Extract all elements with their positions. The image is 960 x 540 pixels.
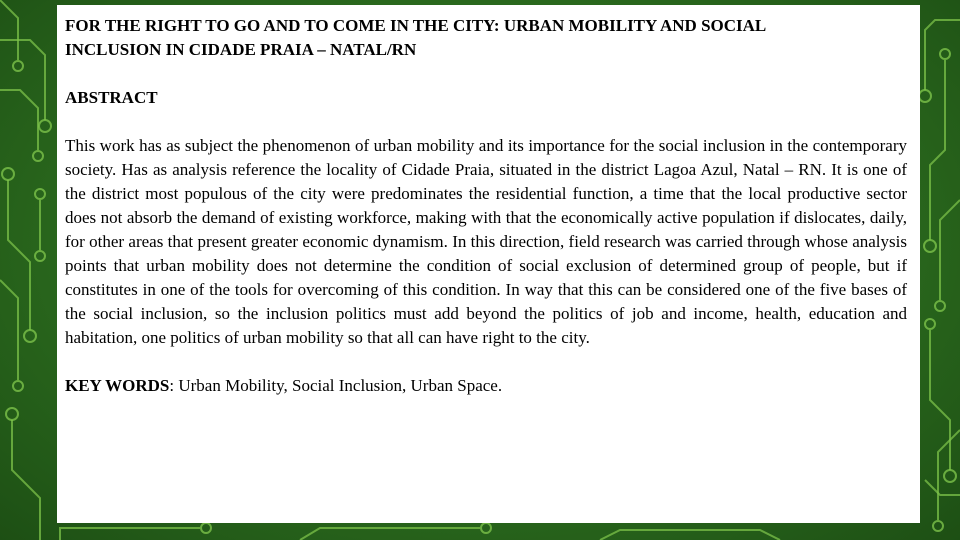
circuit-trace: [0, 280, 18, 380]
circuit-node: [2, 168, 14, 180]
circuit-node: [35, 189, 45, 199]
circuit-node: [940, 49, 950, 59]
circuit-node: [201, 523, 211, 533]
circuit-node: [13, 381, 23, 391]
circuit-node: [481, 523, 491, 533]
circuit-trace: [0, 90, 38, 150]
circuit-node: [919, 90, 931, 102]
circuit-node: [925, 319, 935, 329]
circuit-trace: [12, 420, 40, 540]
abstract-heading: ABSTRACT: [65, 88, 158, 107]
circuit-node: [39, 120, 51, 132]
circuit-trace: [925, 20, 960, 90]
keywords-line: [65, 374, 907, 398]
circuit-node: [35, 251, 45, 261]
abstract-slide-card: [57, 5, 920, 523]
circuit-trace: [0, 0, 18, 60]
circuit-node: [944, 470, 956, 482]
circuit-trace: [300, 528, 480, 540]
keywords-label: KEY WORDS: [65, 376, 170, 395]
circuit-node: [13, 61, 23, 71]
circuit-trace: [925, 480, 960, 495]
abstract-paragraph: This work has as subject the phenomenon of urban mobility and its importance for the social inclusion in the contemporary society. Has as analysis reference the locality of Cidade Praia, situated in the district Lagoa Azul, Natal – RN. It is one of the district most populous of the city were predominates the residential function, a time that the local productive sector does not absorb the demand of existing workforce, making with that the economically active population if dislocates, daily, for other areas that present greater economic dynamism. In this direction, field research was carried through whose analysis points that urban mobility does not determine the condition of social exclusion of determined group of people, but if constitutes in one of the tools for overcoming of this condition. In way that this can be considered one of the five bases of the social inclusion, so the inclusion politics must add beyond the politics of job and income, health, education and habitation, one politics of urban mobility so that all can have right to the city.: [65, 136, 907, 347]
circuit-trace: [600, 530, 780, 540]
circuit-node: [935, 301, 945, 311]
circuit-node: [33, 151, 43, 161]
paper-title: FOR THE RIGHT TO GO AND TO COME IN THE CITY: URBAN MOBILITY AND SOCIAL INCLUSION IN CIDADE PRAIA – NATAL/RN: [65, 16, 766, 59]
keywords-value: : Urban Mobility, Social Inclusion, Urban Space.: [169, 376, 503, 395]
circuit-trace: [940, 200, 960, 300]
circuit-node: [24, 330, 36, 342]
circuit-node: [6, 408, 18, 420]
circuit-node: [933, 521, 943, 531]
circuit-node: [924, 240, 936, 252]
circuit-trace: [930, 60, 945, 240]
circuit-trace: [60, 528, 200, 540]
